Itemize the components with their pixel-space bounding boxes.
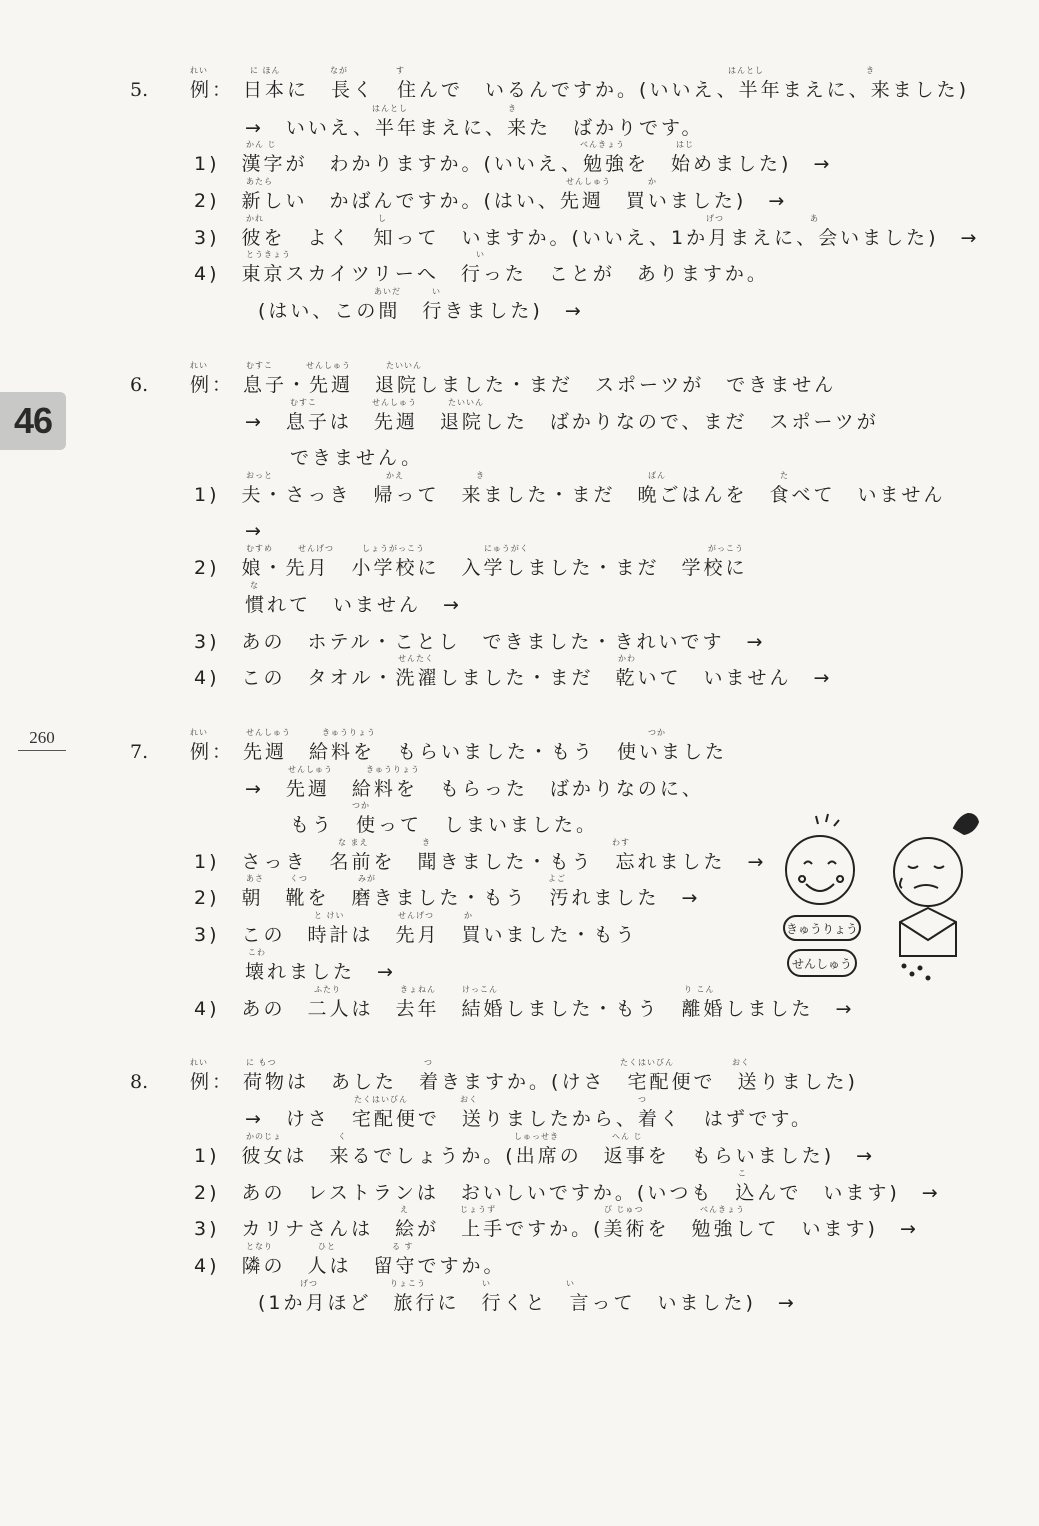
exercise-line: 4) 東京スカイツリーへ 行った ことが ありますか。 [194, 263, 769, 285]
furigana: かわ [618, 654, 636, 663]
furigana: げつ [706, 214, 724, 223]
chapter-tab: 46 [0, 392, 66, 450]
exercise-line: 2) あの レストランは おいしいですか。(いつも 込んで います) → [194, 1182, 941, 1204]
exercise-line: 3) カリナさんは 絵が 上手ですか。(美術を 勉強して います) → [194, 1218, 919, 1240]
furigana: にゅうがく [484, 544, 529, 553]
exercise-line: 例： 日本に 長く 住んで いるんですか。(いいえ、半年まえに、来ました) [190, 79, 970, 101]
furigana: はじ [676, 140, 694, 149]
furigana: たいいん [448, 398, 484, 407]
envelope-label-lastweek: せんしゅう [791, 957, 853, 971]
furigana: か [464, 911, 473, 920]
furigana: せんげつ [398, 911, 434, 920]
furigana: せんしゅう [372, 398, 417, 407]
furigana: れい [190, 728, 208, 737]
furigana: とうきょう [246, 250, 291, 259]
furigana: おく [732, 1058, 750, 1067]
exercise-number: 8. [130, 1071, 149, 1093]
furigana: せんしゅう [306, 361, 351, 370]
exercise-number: 7. [130, 741, 149, 763]
furigana: りょこう [390, 1279, 426, 1288]
exercise-number: 5. [130, 79, 149, 101]
furigana: せんしゅう [288, 765, 333, 774]
furigana: び じゅつ [604, 1205, 644, 1214]
furigana: しょうがっこう [362, 544, 425, 553]
furigana: かのじょ [246, 1132, 282, 1141]
furigana: せんたく [398, 654, 434, 663]
exercise-line: 慣れて いません → [245, 594, 462, 616]
furigana: す [396, 66, 405, 75]
exercise-line: 2) 朝 靴を 磨きました・もう 汚れました → [194, 887, 701, 909]
furigana: おく [460, 1095, 478, 1104]
furigana: むすこ [246, 361, 273, 370]
furigana: べんきょう [700, 1205, 745, 1214]
exercise-line: 1) 彼女は 来るでしょうか。(出席の 返事を もらいました) → [194, 1145, 876, 1167]
furigana: みが [358, 874, 376, 883]
furigana: せんしゅう [246, 728, 291, 737]
furigana: たくはいびん [354, 1095, 408, 1104]
furigana: く [338, 1132, 347, 1141]
exercise-line: 例： 息子・先週 退院しました・まだ スポーツが できません [190, 374, 837, 396]
furigana: はんとし [728, 66, 764, 75]
furigana: かれ [246, 214, 264, 223]
furigana: あさ [246, 874, 264, 883]
furigana: わす [612, 838, 630, 847]
furigana: きゅうりょう [366, 765, 420, 774]
furigana: つ [424, 1058, 433, 1067]
exercise-line: 1) さっき 名前を 聞きました・もう 忘れました → [194, 851, 767, 873]
exercise-line: 1) 夫・さっき 帰って 来ました・まだ 晩ごはんを 食べて いません [194, 484, 946, 506]
page-number: 260 [18, 728, 66, 751]
furigana: はんとし [372, 104, 408, 113]
furigana: る す [392, 1242, 414, 1251]
exercise-line: 1) 漢字が わかりますか。(いいえ、勉強を 始めました) → [194, 153, 833, 175]
furigana: え [400, 1205, 409, 1214]
furigana: たくはいびん [620, 1058, 674, 1067]
furigana: べんきょう [580, 140, 625, 149]
furigana: ひと [318, 1242, 336, 1251]
exercise-line: → 先週 給料を もらった ばかりなのに、 [245, 778, 704, 800]
furigana: か [648, 177, 657, 186]
exercise-line: 例： 先週 給料を もらいました・もう 使いました [190, 741, 728, 763]
furigana: むすこ [290, 398, 317, 407]
furigana: ふたり [314, 985, 341, 994]
furigana: しゅっせき [514, 1132, 559, 1141]
furigana: きゅうりょう [322, 728, 376, 737]
exercise-line: 3) あの ホテル・ことし できました・きれいです → [194, 631, 766, 653]
exercise-line: → [245, 520, 264, 542]
furigana: かえ [386, 471, 404, 480]
furigana: い [566, 1279, 575, 1288]
furigana: あたら [246, 177, 273, 186]
exercise-line: できません。 [290, 447, 424, 469]
furigana: き [422, 838, 431, 847]
furigana: な まえ [338, 838, 369, 847]
furigana: い [476, 250, 485, 259]
furigana: たいいん [386, 361, 422, 370]
furigana: けっこん [462, 985, 498, 994]
furigana: きょねん [400, 985, 436, 994]
furigana: つ [638, 1095, 647, 1104]
furigana: に ほん [250, 66, 281, 75]
exercise-line: (1か月ほど 旅行に 行くと 言って いました) → [258, 1292, 797, 1314]
furigana: せんしゅう [566, 177, 611, 186]
furigana: し [378, 214, 387, 223]
furigana: かん じ [246, 140, 277, 149]
furigana: がっこう [708, 544, 744, 553]
salary-illustration [778, 798, 988, 988]
furigana: よご [548, 874, 566, 883]
exercise-line: 壊れました → [245, 961, 396, 983]
furigana: あ [810, 214, 819, 223]
furigana: き [866, 66, 875, 75]
furigana: なが [330, 66, 348, 75]
furigana: き [476, 471, 485, 480]
furigana: むすめ [246, 544, 273, 553]
furigana: あいだ [374, 287, 401, 296]
envelope-label-salary: きゅうりょう [785, 922, 859, 936]
exercise-line: もう 使って しまいました。 [290, 814, 599, 836]
exercise-line: → いいえ、半年まえに、来た ばかりです。 [245, 117, 704, 139]
exercise-line: 3) この 時計は 先月 買いました・もう [194, 924, 638, 946]
exercise-line: → けさ 宅配便で 送りましたから、着く はずです。 [245, 1108, 813, 1130]
exercise-line: → 息子は 先週 退院した ばかりなので、まだ スポーツが [245, 411, 879, 433]
sad-face-icon [894, 814, 978, 980]
furigana: い [482, 1279, 491, 1288]
furigana: き [508, 104, 517, 113]
furigana: れい [190, 1058, 208, 1067]
exercise-number: 6. [130, 374, 149, 396]
furigana: こ [738, 1169, 747, 1178]
furigana: た [780, 471, 789, 480]
furigana: と けい [314, 911, 345, 920]
furigana: げつ [300, 1279, 318, 1288]
furigana: せんげつ [298, 544, 334, 553]
exercise-line: 4) あの 二人は 去年 結婚しました・もう 離婚しました → [194, 998, 855, 1020]
exercise-line: 3) 彼を よく 知って いますか。(いいえ、1か月まえに、会いました) → [194, 227, 980, 249]
exercise-line: 4) 隣の 人は 留守ですか。 [194, 1255, 506, 1277]
exercise-line: (はい、この間 行きました) → [258, 300, 584, 322]
furigana: おっと [246, 471, 273, 480]
exercise-line: 2) 娘・先月 小学校に 入学しました・まだ 学校に [194, 557, 748, 579]
exercise-line: 4) この タオル・洗濯しました・まだ 乾いて いません → [194, 667, 833, 689]
furigana: こわ [248, 948, 266, 957]
furigana: つか [648, 728, 666, 737]
furigana: じょうず [460, 1205, 496, 1214]
furigana: れい [190, 66, 208, 75]
furigana: となり [246, 1242, 273, 1251]
furigana: い [432, 287, 441, 296]
furigana: つか [352, 801, 370, 810]
furigana: れい [190, 361, 208, 370]
exercise-line: 例： 荷物は あした 着きますか。(けさ 宅配便で 送りました) [190, 1071, 858, 1093]
happy-face-icon [784, 814, 860, 976]
exercise-line: 2) 新しい かばんですか。(はい、先週 買いました) → [194, 190, 788, 212]
furigana: ばん [648, 471, 666, 480]
furigana: くつ [290, 874, 308, 883]
furigana: り こん [684, 985, 715, 994]
furigana: へん じ [612, 1132, 643, 1141]
furigana: な [250, 581, 259, 590]
furigana: に もつ [246, 1058, 277, 1067]
